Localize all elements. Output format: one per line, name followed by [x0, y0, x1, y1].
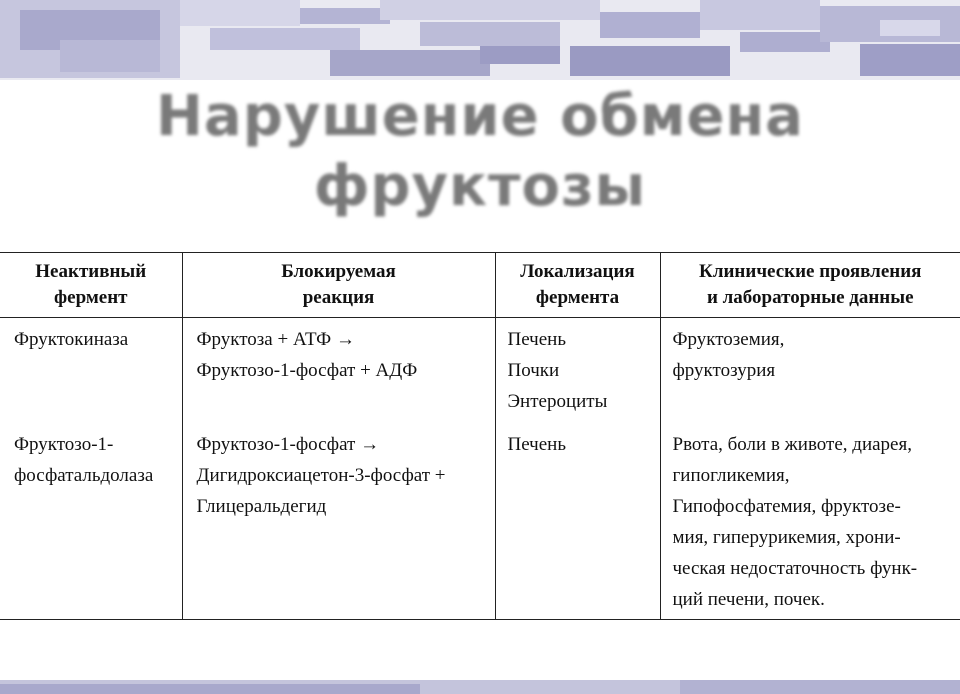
cell-reaction: Фруктоза + АТФ → Фруктозо-1-фосфат + АДФ: [182, 318, 495, 424]
decorative-banner: [0, 0, 960, 80]
header-clinical: Клинические проявления и лабораторные данные: [660, 253, 960, 318]
page-title: [0, 82, 960, 222]
header-reaction: Блокируемая реакция: [182, 253, 495, 318]
cell-reaction: Фруктозо-1-фосфат → Дигидроксиацетон-3-фосфат + Глицеральдегид: [182, 423, 495, 620]
cell-clinical: Фруктоземия, фруктозурия: [660, 318, 960, 424]
table-header-row: [0, 253, 960, 318]
page-title-line2: фруктозы: [313, 154, 647, 219]
cell-localization: Печень: [495, 423, 660, 620]
header-enzyme: Неактивный фермент: [0, 253, 182, 318]
cell-clinical: Рвота, боли в животе, диарея, гипогликемия, Гипофосфатемия, фруктозе- мия, гиперурикемия, хрони- ческая недостаточность функ- ций печени, почек.: [660, 423, 960, 620]
header-localization: Локализация фермента: [495, 253, 660, 318]
cell-enzyme: Фруктокиназа: [14, 329, 129, 350]
cell-localization: Печень Почки Энтероциты: [495, 318, 660, 424]
page-title-line1: Нарушение обмена: [156, 84, 804, 149]
decorative-footer-bar: [0, 680, 960, 694]
enzyme-table: [0, 252, 960, 620]
cell-enzyme: Фруктозо-1- фосфатальдолаза: [0, 423, 182, 620]
table-row: [0, 423, 960, 620]
table-row: [0, 318, 960, 424]
